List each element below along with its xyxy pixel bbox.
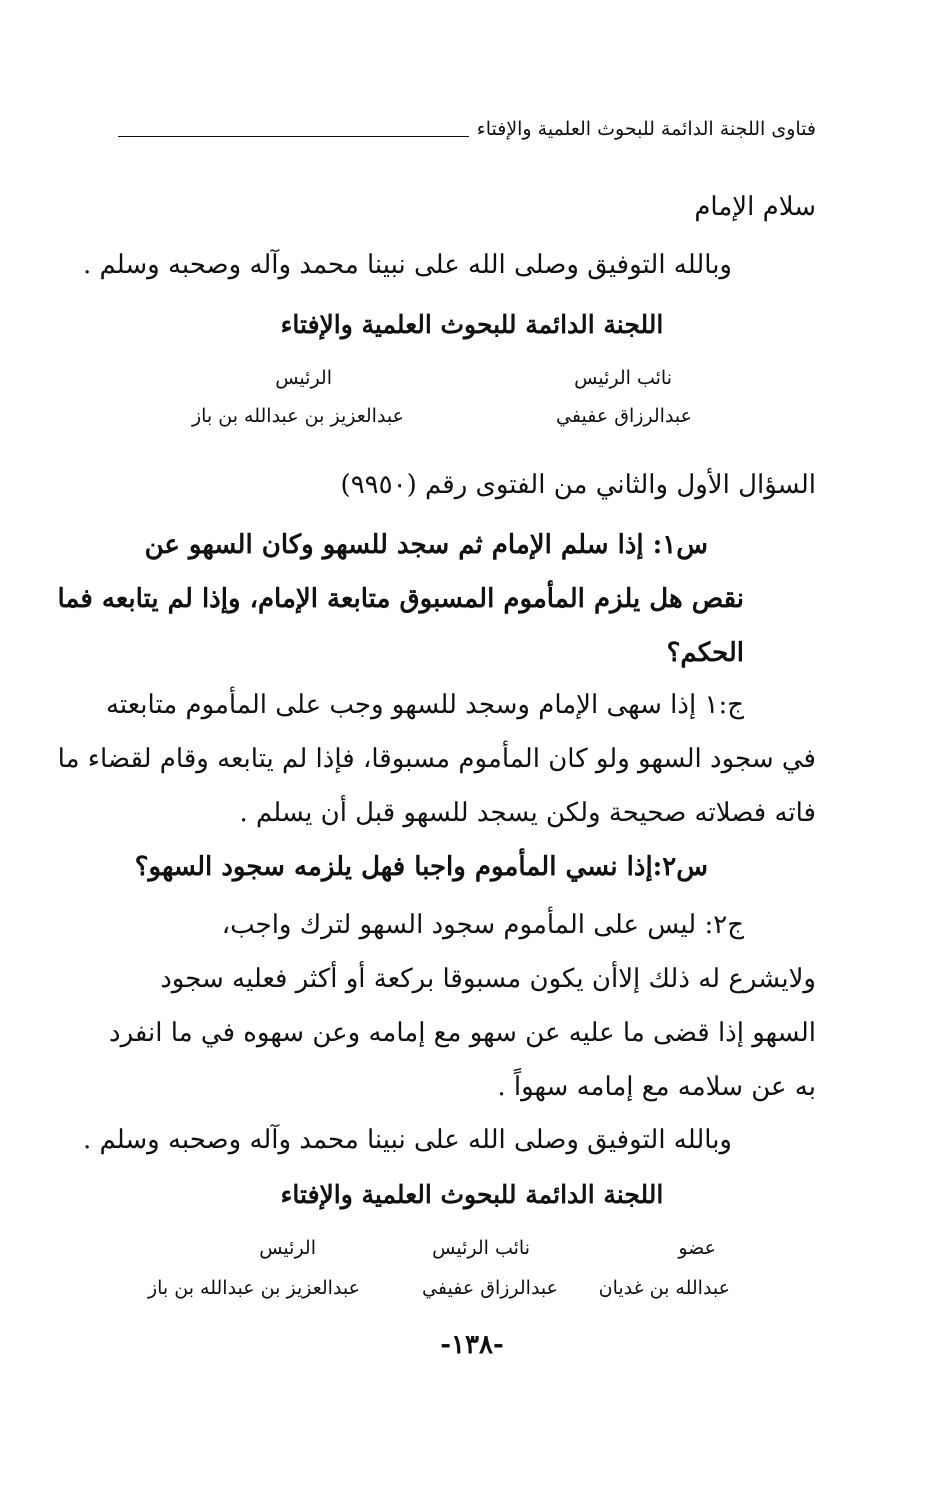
answer-2-line-2: ولايشرع له ذلك إلاأن يكون مسبوقا بركعة أو أكثر فعليه سجود bbox=[160, 964, 816, 994]
signatory-name-vice-president-2: عبدالرزاق عفيفي bbox=[422, 1277, 558, 1299]
running-header: فتاوى اللجنة الدائمة للبحوث العلمية والإفتاء bbox=[476, 118, 816, 140]
question-1-line-3: الحكم؟ bbox=[666, 638, 744, 668]
header-rule bbox=[118, 136, 469, 137]
closing-line-2: وبالله التوفيق وصلى الله على نبينا محمد وآله وصحبه وسلم . bbox=[82, 1125, 732, 1155]
signatory-role-president: الرئيس bbox=[275, 367, 332, 389]
signatory-name-member: عبدالله بن غديان bbox=[598, 1277, 730, 1299]
committee-title-2: اللجنة الدائمة للبحوث العلمية والإفتاء bbox=[280, 1180, 664, 1209]
page-number: -١٣٨- bbox=[440, 1330, 504, 1360]
signatory-role-vice-president-2: نائب الرئيس bbox=[432, 1237, 530, 1259]
answer-2-line-3: السهو إذا قضى ما عليه عن سهو مع إمامه وعن سهوه في ما انفرد bbox=[108, 1018, 816, 1048]
signatory-name-president-2: عبدالعزيز بن عبدالله بن باز bbox=[147, 1277, 360, 1299]
fatwa-heading: السؤال الأول والثاني من الفتوى رقم (٩٩٥٠) bbox=[340, 470, 816, 500]
signatory-role-president-2: الرئيس bbox=[259, 1237, 316, 1259]
question-1-line-1: س١: إذا سلم الإمام ثم سجد للسهو وكان السهو عن bbox=[144, 530, 708, 560]
answer-2-line-4: به عن سلامه مع إمامه سهواً . bbox=[497, 1072, 816, 1102]
answer-2-line-1: ج٢: ليس على المأموم سجود السهو لترك واجب، bbox=[221, 910, 744, 940]
signatory-role-vice-president: نائب الرئيس bbox=[574, 367, 672, 389]
answer-1-line-1: ج:١ إذا سهى الإمام وسجد للسهو وجب على المأموم متابعته bbox=[105, 690, 744, 720]
question-2: س٢:إذا نسي المأموم واجبا فهل يلزمه سجود السهو؟ bbox=[134, 852, 708, 882]
answer-1-line-2: في سجود السهو ولو كان المأموم مسبوقا، فإذا لم يتابعه وقام لقضاء ما bbox=[57, 744, 816, 774]
carryover-text: سلام الإمام bbox=[694, 192, 816, 222]
signatory-name-vice-president: عبدالرزاق عفيفي bbox=[556, 405, 692, 427]
committee-title: اللجنة الدائمة للبحوث العلمية والإفتاء bbox=[280, 310, 664, 339]
question-1-line-2: نقص هل يلزم المأموم المسبوق متابعة الإمام، وإذا لم يتابعه فما bbox=[57, 584, 744, 614]
answer-1-line-3: فاته فصلاته صحيحة ولكن يسجد للسهو قبل أن يسلم . bbox=[239, 798, 816, 828]
closing-line: وبالله التوفيق وصلى الله على نبينا محمد وآله وصحبه وسلم . bbox=[82, 250, 732, 280]
signatory-name-president: عبدالعزيز بن عبدالله بن باز bbox=[191, 405, 404, 427]
signatory-role-member: عضو bbox=[678, 1237, 716, 1259]
